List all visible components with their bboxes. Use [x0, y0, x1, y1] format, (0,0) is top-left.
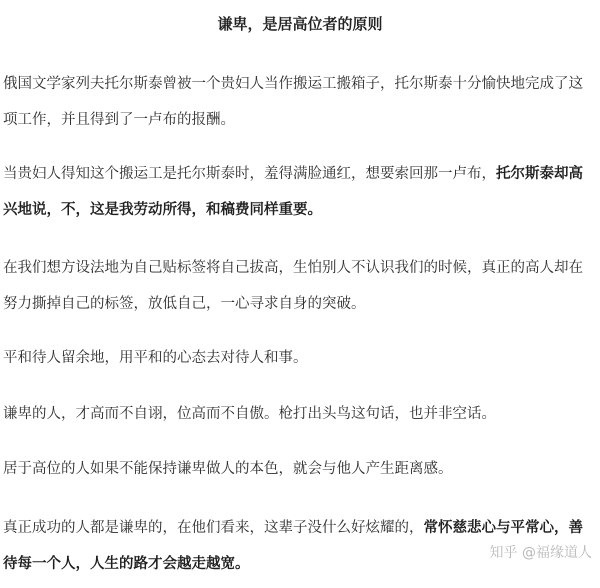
paragraph-7-text: 真正成功的人都是谦卑的，在他们看来，这辈子没什么好炫耀的，	[3, 520, 424, 536]
paragraph-4	[3, 340, 597, 376]
paragraph-2	[3, 156, 597, 228]
paragraph-2-text: 当贵妇人得知这个搬运工是托尔斯泰时，羞得满脸通红，想要索回那一卢布，	[3, 166, 496, 182]
paragraph-1-text: 俄国文学家列夫托尔斯泰曾被一个贵妇人当作搬运工搬箱子，托尔斯泰十分愉快地完成了这项工作，并且得到了一卢布的报酬。	[3, 76, 583, 128]
paragraph-5	[3, 396, 597, 432]
paragraph-6-text: 居于高位的人如果不能保持谦卑做人的本色，就会与他人产生距离感。	[3, 461, 453, 477]
paragraph-7-bold-text: 常怀慈悲心与平常心，善待每一个人，人生的路才会越走越宽。	[3, 520, 583, 572]
article-title: 谦卑，是居高位者的原则	[217, 15, 383, 33]
paragraph-4-text: 平和待人留余地，用平和的心态去对待人和事。	[3, 350, 308, 366]
zhihu-watermark: 知乎 @福缘道人	[489, 545, 592, 561]
paragraph-5-text: 谦卑的人，才高而不自诩，位高而不自傲。枪打出头鸟这句话，也并非空话。	[3, 406, 496, 422]
paragraph-3-text: 在我们想方设法地为自己贴标签将自己拔高，生怕别人不认识我们的时候，真正的高人却在努力撕掉自己的标签，放低自己，一心寻求自身的突破。	[3, 260, 583, 312]
paragraph-6	[3, 451, 597, 487]
paragraph-1	[3, 66, 597, 138]
paragraph-2-bold-text: 托尔斯泰却高兴地说，不，这是我劳动所得，和稿费同样重要。	[3, 166, 583, 218]
paragraph-3	[3, 250, 597, 322]
